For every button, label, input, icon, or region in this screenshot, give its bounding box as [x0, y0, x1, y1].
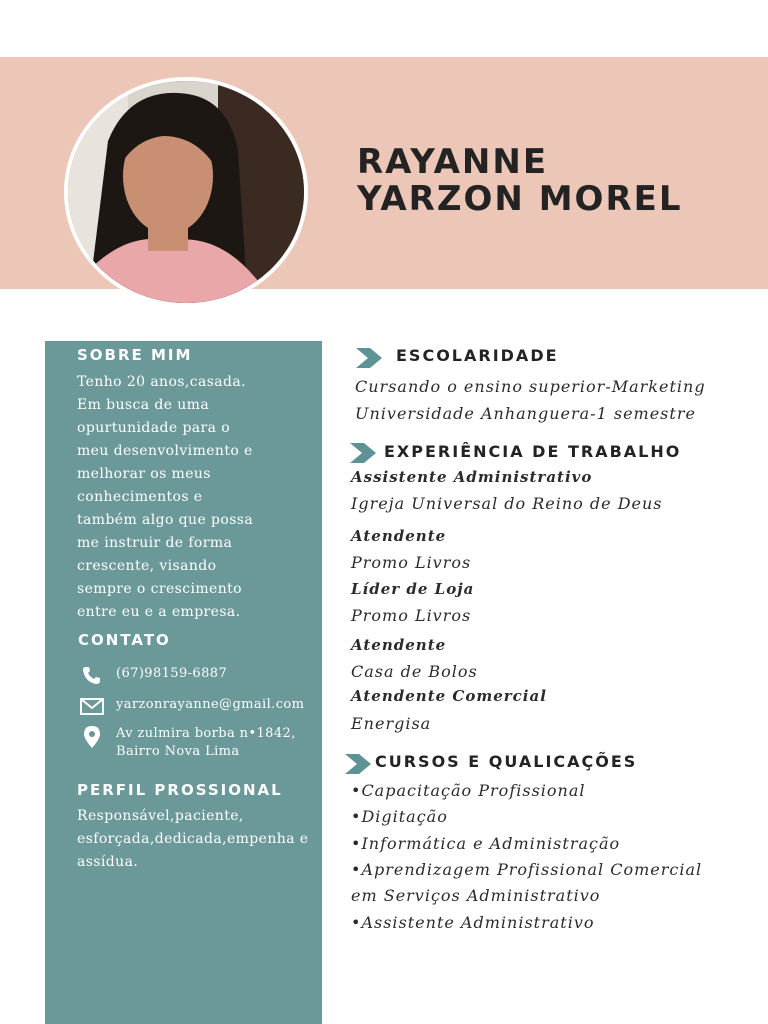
chevron-right-icon: [350, 443, 376, 463]
phone-icon: [80, 665, 104, 685]
job-role: Líder de Loja: [351, 580, 475, 598]
course-item: •Assistente Administrativo: [351, 913, 595, 932]
chevron-right-icon: [345, 754, 371, 774]
job-role: Atendente: [351, 636, 447, 654]
contact-phone[interactable]: [80, 665, 227, 685]
about-line: me instruir de forma: [77, 535, 233, 551]
about-line: também algo que possa: [77, 512, 254, 528]
contact-title: CONTATO: [78, 631, 171, 649]
course-item: •Informática e Administração: [351, 834, 621, 853]
job-role: Atendente Comercial: [351, 687, 547, 705]
about-line: melhorar os meus: [77, 466, 211, 482]
job-role: Atendente: [351, 527, 447, 545]
address-line: Bairro Nova Lima: [116, 744, 240, 759]
about-title: SOBRE MIM: [77, 346, 193, 364]
name-line-1: RAYANNE: [357, 142, 549, 182]
education-line: Cursando o ensino superior-Marketing: [355, 377, 706, 396]
course-item: em Serviços Administrativo: [351, 886, 601, 905]
about-line: Tenho 20 anos,casada.: [77, 374, 247, 390]
contact-address: [80, 725, 296, 761]
education-title: ESCOLARIDADE: [396, 346, 559, 365]
location-pin-icon: [80, 725, 104, 749]
about-line: Em busca de uma: [77, 397, 210, 413]
about-line: crescente, visando: [77, 558, 217, 574]
education-line: Universidade Anhanguera-1 semestre: [355, 404, 696, 423]
sidebar: [45, 341, 322, 1024]
candidate-name: [357, 144, 683, 218]
job-company: Igreja Universal do Reino de Deus: [351, 494, 663, 513]
about-line: meu desenvolvimento e: [77, 443, 253, 459]
profile-photo: [64, 77, 308, 307]
courses-title: CURSOS E QUALICAÇÕES: [375, 752, 638, 771]
profile-line: assídua.: [77, 854, 139, 870]
about-line: sempre o crescimento: [77, 581, 242, 597]
job-role: Assistente Administrativo: [351, 468, 593, 486]
address-text: [116, 725, 296, 761]
chevron-right-icon: [356, 348, 382, 368]
about-line: conhecimentos e: [77, 489, 203, 505]
mail-icon: [80, 696, 104, 716]
experience-title: EXPERIÊNCIA DE TRABALHO: [384, 442, 682, 461]
about-line: entre eu e a empresa.: [77, 604, 241, 620]
email-address: yarzonrayanne@gmail.com: [116, 697, 305, 712]
address-line: Av zulmira borba n•1842,: [116, 726, 296, 741]
course-item: •Capacitação Profissional: [351, 781, 586, 800]
job-company: Energisa: [351, 714, 432, 733]
profile-text: [77, 805, 325, 874]
job-company: Promo Livros: [351, 553, 472, 572]
about-line: opurtunidade para o: [77, 420, 231, 436]
phone-number: (67)98159-6887: [116, 666, 228, 681]
profile-line: esforçada,dedicada,empenha e: [77, 831, 309, 847]
contact-email[interactable]: [80, 696, 304, 716]
profile-title: PERFIL PROSSIONAL: [77, 781, 283, 799]
name-line-2: YARZON MOREL: [357, 179, 683, 219]
course-item: •Digitação: [351, 807, 448, 826]
profile-line: Responsável,paciente,: [77, 808, 244, 824]
job-company: Promo Livros: [351, 606, 472, 625]
course-item: •Aprendizagem Profissional Comercial: [351, 860, 703, 879]
job-company: Casa de Bolos: [351, 662, 478, 681]
about-text: [77, 371, 317, 624]
